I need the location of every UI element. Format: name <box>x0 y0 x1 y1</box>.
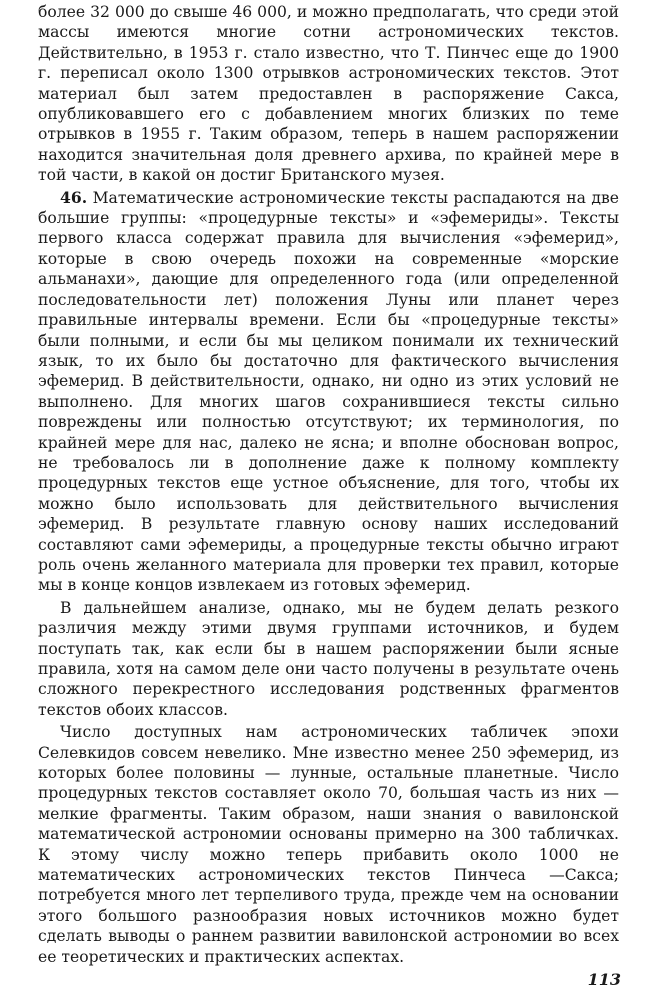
paragraph-tablets-count: Число доступных нам астрономических табличек эпохи Селевкидов совсем невелико. Мне известно менее 250 эфемерид, из которых более половины — лунные, остальные планетные. Число процедурных текстов составляет около 70, большая часть из них — мелкие фрагменты. Таким образом, наши знания о вавилонской математической астрономии основаны примерно на 300 табличках. К этому числу можно теперь прибавить около 1000 не математических астрономических текстов Пинчеса —Сакса; потребуется много лет терпеливого труда, прежде чем на основании этого большого разнообразия новых источников можно будет сделать выводы о раннем развитии вавилонской астрономии во всех ее теоретических и практических аспектах. <box>38 723 619 966</box>
section-number: 46. <box>60 187 88 207</box>
paragraph-continuation: более 32 000 до свыше 46 000, и можно предполагать, что среди этой массы имеются многие сотни астрономических текстов. Действительно, в 1953 г. стало известно, что Т. Пинчес еще до 1900 г. переписал около 1300 отрывков астрономических текстов. Этот материал был затем предоставлен в распоряжение Сакса, опубликовавшего его с добавлением многих близких по теме отрывков в 1955 г. Таким образом, теперь в нашем распоряжении находится значительная доля древнего архива, по крайней мере в той части, в какой он достиг Британского музея. <box>38 3 619 185</box>
page-number: 113 <box>587 970 621 989</box>
paragraph-section-46 <box>38 188 619 596</box>
paragraph-analysis: В дальнейшем анализе, однако, мы не будем делать резкого различия между этими двумя группами источников, и будем поступать так, как если бы в нашем распоряжении были ясные правила, хотя на самом деле они часто получены в результате очень сложного перекрестного исследования родственных фрагментов текстов обоих классов. <box>38 598 619 719</box>
section-46-text: Математические астрономические тексты распадаются на две большие группы: «процедурные тексты» и «эфемериды». Тексты первого класса содержат правила для вычисления «эфемерид», которые в свою очередь похожи на современные «морские альманахи», дающие для определенного года (или определенной последовательности лет) положения Луны или планет через правильные интервалы времени. Если бы «процедурные тексты» были полными, и если бы мы целиком понимали их технический язык, то их было бы достаточно для фактического вычисления эфемерид. В действительности, однако, ни одно из этих условий не выполнено. Для многих шагов сохранившиеся тексты сильно повреждены или полностью отсутствуют; их терминология, по крайней мере для нас, далеко не ясна; и вполне обоснован вопрос, не требовалось ли в дополнение даже к полному комплекту процедурных текстов еще устное объяснение, для того, чтобы их можно было использовать для действительного вычисления эфемерид. В результате главную основу наших исследований составляют сами эфемериды, а процедурные тексты обычно играют роль очень желанного материала для проверки тех правил, которые мы в конце концов извлекаем из готовых эфемерид. <box>38 188 619 595</box>
